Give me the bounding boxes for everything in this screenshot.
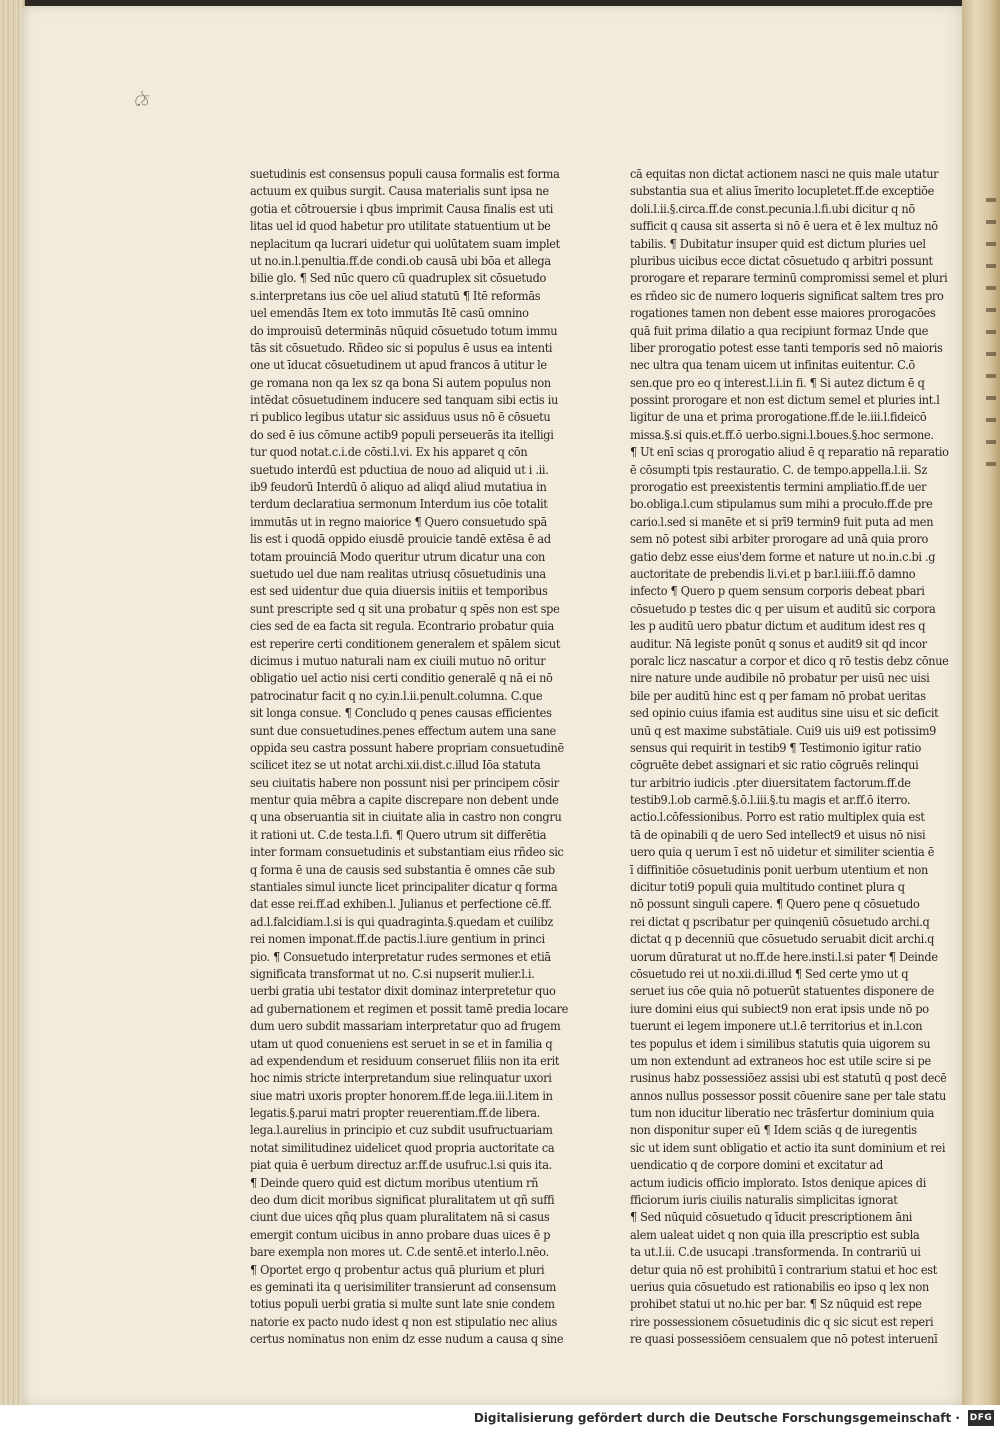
text-line: infecto ¶ Quero p quem sensum corporis debeat pbari (630, 584, 925, 599)
text-line: lis est i quodā oppido eiusdē prouicie tandē extēsa ē ad (250, 532, 551, 547)
text-line: sed opinio cuius ifamia est auditus sine uisu et sic deficit (630, 706, 939, 721)
text-line: natorie ex pacto nudo idest q non est stipulatio nec alius (250, 1314, 558, 1329)
text-line: non disponitur super eū ¶ Idem sciās q de iuregentis (630, 1123, 917, 1138)
text-line: tes populus et idem i similibus statutis quia uigorem su (630, 1036, 931, 1051)
text-line: seu ciuitatis habere non possunt nisi per principem cōsir (250, 775, 559, 790)
text-line: dictat q p decenniū que cōsuetudo seruabit dicit archi.q (630, 932, 935, 947)
text-line: dat esse rei.ff.ad exhiben.l. Julianus et perfectione cē.ff. (250, 897, 552, 912)
text-line: bo.obliga.l.cum stipulamus sum mihi a procuło.ff.de pre (630, 497, 933, 512)
text-line: neplacitum qa lucrari uidetur qui uolūtatem suam implet (250, 236, 560, 251)
text-line: quā fuit prima dilatio a qua recipiunt formaz Unde que (630, 323, 929, 338)
text-line: ri publico legibus utatur sic assiduus usus nō ē cōsuetu (250, 410, 551, 425)
text-line: stantiales simul iuncte licet principaliter dicatur q forma (250, 880, 558, 895)
text-line: q forma ē una de causis sed substantia ē omnes cāe sub (250, 862, 555, 877)
text-line: testib9.l.ob carmē.§.ō.l.iii.§.tu magis et ar.ff.ō iterro. (630, 793, 911, 808)
text-line: sensus qui requirit in testib9 ¶ Testimonio igitur ratio (630, 740, 921, 755)
text-line: significata transformat ut no. C.si nupserit mulier.l.i. (250, 966, 535, 981)
text-line: sunt due consuetudines.penes effectum autem una sane (250, 723, 556, 738)
text-line: fficiorum iuris ciuilis naturalis simplicitas ignorat (630, 1193, 898, 1208)
text-line: do improuisū determinās nūquid cōsuetudo totum immu (250, 323, 558, 338)
text-line: actio.l.cōfessionibus. Porro est ratio multiplex quia est (630, 810, 925, 825)
text-line: terdum declaratiua sermonum Interdum ius cōe totalit (250, 497, 548, 512)
text-line: missa.§.si quis.et.ff.ō uerbo.signi.l.boues.§.hoc sermone. (630, 427, 934, 442)
text-line: unū q est maxime substātiale. Cui9 uis ui9 est potissim9 (630, 723, 937, 738)
text-line: ciunt due uices qñq plus quam pluralitatem nā si casus (250, 1210, 550, 1225)
folio-mark: ঠে (134, 91, 151, 110)
text-line: ad expendendum et residuum conseruet filiis non ita erit (250, 1053, 560, 1068)
text-line: ad gubernationem et regimen et possit tamē predia locare (250, 1001, 569, 1016)
text-line: ē cōsumpti tpis restauratio. C. de tempo.appella.l.ii. Sz (630, 462, 927, 477)
text-line: tum non iducitur liberatio nec trāsfertur dominium quia (630, 1106, 935, 1121)
text-line: piat quia ē uerbum directuz ar.ff.de usufruc.l.si quis ita. (250, 1158, 552, 1173)
funding-credit: Digitalisierung gefördert durch die Deutsche Forschungsgemeinschaft · (473, 1411, 960, 1425)
text-line: tā de opinabili q de uero Sed intellect9 et uisus nō nisi (630, 827, 926, 842)
text-line: utam ut quod conueniens est seruet in se et in familia q (250, 1036, 553, 1051)
text-line: sunt prescripte sed q sit una probatur q spēs non est spe (250, 601, 560, 616)
text-line: tuerunt ei legem imponere ut.l.ē territorius et in.l.con (630, 1019, 923, 1034)
text-line: obligatio uel actio nisi certi conditio generalē q nā ei nō (250, 671, 553, 686)
text-line: rusinus habz possessiōez assisi ubi est statutū q post decē (630, 1071, 947, 1086)
text-line: ib9 feudorū Interdū ō aliquo ad aliqd aliud mutatiua in (250, 480, 547, 495)
text-line: notat similitudinez uidelicet quod propria auctoritate ca (250, 1140, 555, 1155)
text-line: deo dum dicit moribus significat pluralitatem ut qñ suffi (250, 1193, 555, 1208)
text-line: dicimus i mutuo naturali nam ex ciuili mutuo nō oritur (250, 653, 546, 668)
text-line: bile per auditū hinc est q per famam nō probat ueritas (630, 688, 926, 703)
text-line: bilie glo. ¶ Sed nūc quero cū quadruplex sit cōsuetudo (250, 271, 547, 286)
text-line: scilicet itez se ut notat archi.xii.dist.c.illud Iōa statuta (250, 758, 541, 773)
text-line: dicitur toti9 populi quia multitudo continet plura q (630, 880, 905, 895)
text-line: est reperire certi conditionem generalem et spālem sicut (250, 636, 561, 651)
text-line: uero quia q uerum ī est nō uidetur et similiter scientia ē (630, 845, 935, 860)
text-line: cies sed de ea facta sit regula. Econtrario probatur quia (250, 619, 554, 634)
text-line: rogationes tamen non debent esse maiores prorogacōes (630, 306, 936, 321)
text-line: litas uel id quod habetur pro utilitate statuentium ut be (250, 219, 551, 234)
text-line: immutās ut in regno maiorice ¶ Quero consuetudo spā (250, 514, 547, 529)
text-line: sem nō potest sibi arbiter prorogare ad unā quia proro (630, 532, 928, 547)
text-line: ge romana non qa lex sz qa bona Si autem populus non (250, 375, 551, 390)
text-line: nō possunt singuli capere. ¶ Quero pene q cōsuetudo (630, 897, 920, 912)
text-line: certus nominatus non enim dz esse nudum a causa q sine (250, 1332, 564, 1347)
text-line: es rñdeo sic de numero loqueris significat saltem tres pro (630, 288, 944, 303)
text-line: doli.l.ii.§.circa.ff.de const.pecunia.l.fi.ubi dicitur q nō (630, 201, 915, 216)
text-line: siue matri uxoris propter honorem.ff.de lega.iii.l.item in (250, 1088, 553, 1103)
text-line: substantia sua et alius īmerito locupletet.ff.de exceptiōe (630, 184, 935, 199)
text-line: sen.que pro eo q interest.l.i.in fi. ¶ Si autez dictum ē q (630, 375, 925, 390)
text-line: prohibet statui ut no.hic per bar. ¶ Sz nūquid est repe (630, 1297, 922, 1312)
text-line: patrocinatur facit q no cy.in.l.ii.penult.columna. C.que (250, 688, 543, 703)
text-line: ad.l.falcidiam.l.si is qui quadraginta.§.quedam et cuilibz (250, 914, 553, 929)
text-line: um non extendunt ad extraneos hoc est utile scire si pe (630, 1053, 931, 1068)
left-text-column (250, 166, 569, 1349)
next-page-edge (962, 0, 1000, 1405)
dfg-logo: DFG (968, 1410, 994, 1426)
text-line: cōsuetudo rei ut no.xii.di.illud ¶ Sed certe ymo ut q (630, 966, 909, 981)
text-line: ¶ Sed nūquid cōsuetudo q īducit prescriptionem āni (630, 1210, 913, 1225)
text-line: intēdat cōsuetudinem inducere sed tanquam sibi ectis iu (250, 393, 558, 408)
text-line: re quasi possessiōem censualem que nō potest interuenī (630, 1332, 938, 1347)
text-line: cōgruēte debet assignari et sic ratio cōgruēs relinqui (630, 758, 919, 773)
text-line: possint prorogare et non est dictum semel et pluries int.l (630, 393, 940, 408)
text-line: gatio debz esse eius'dem forme et nature ut no.in.c.bi .g (630, 549, 936, 564)
text-line: ī diffinitiōe cōsuetudinis ponit uerbum utentium et non (630, 862, 929, 877)
text-line: poralc licz nascatur a corpor et dico q rō testis debz cōnue (630, 653, 949, 668)
text-line: suetudinis est consensus populi causa formalis est forma (250, 167, 560, 181)
text-line: annos nullus possessor possit cōuenire sane per tale statu (630, 1088, 946, 1103)
text-line: prorogatio est preexistentis termini ampliatio.ff.de uer (630, 480, 927, 495)
text-line: cario.l.sed si manēte et si prī9 termin9 fuit puta ad men (630, 514, 934, 529)
text-line: suetudo interdū est pductiua de nouo ad aliquid ut i .ii. (250, 462, 549, 477)
text-line: legatis.§.parui matri propter reuerentiam.ff.de libera. (250, 1106, 541, 1121)
text-line: bare exempla non mores ut. C.de sentē.et interlo.l.nēo. (250, 1245, 549, 1260)
text-line: nec ultra qua tenam uicem ut infinitas euitentur. C.ō (630, 358, 915, 373)
text-line: alem ualeat uidet q non quia illa prescriptio est subla (630, 1227, 920, 1242)
text-line: pluribus uicibus ecce dictat cōsuetudo q arbitri possunt (630, 253, 933, 268)
text-line: ¶ Oportet ergo q probentur actus quā plurium et pluri (250, 1262, 545, 1277)
text-line: rei nomen imponat.ff.de pactis.l.iure gentium in princi (250, 932, 545, 947)
text-line: inter formam consuetudinis et substantiam eius rñdeo sic (250, 845, 564, 860)
text-line: ta ut.l.ii. C.de usucapi .transformenda. In contrariū ui (630, 1245, 921, 1260)
text-line: prorogare et reparare terminū compromissi semel et pluri (630, 271, 948, 286)
text-line: liber prorogatio potest esse tanti temporis sed nō maioris (630, 340, 943, 355)
text-line: es geminati ita q uerisimiliter transierunt ad consensum (250, 1280, 557, 1294)
text-line: uel emendās Item ex toto immutās Itē casū omnino (250, 306, 529, 321)
text-line: uendicatio q de corpore domini et excitatur ad (630, 1158, 883, 1173)
text-line: cōsuetudo p testes dic q per uisum et auditū sic corpora (630, 601, 936, 616)
text-line: one ut īducat cōsuetudinem ut apud francos ā utitur le (250, 358, 547, 373)
text-line: emergit contum uicibus in anno probare duas uices ē p (250, 1227, 551, 1242)
text-line: nire nature unde audibile nō probatur per uisū nec uisi (630, 671, 930, 686)
text-line: oppida seu castra possunt habere propriam consuetudinē (250, 740, 564, 755)
text-line: totius populi uerbi gratia si multe sunt late snie condem (250, 1297, 555, 1312)
text-line: auditur. Nā legiste ponūt q sonus et audit9 sit qd incor (630, 636, 927, 651)
text-line: est sed uidentur due quia diuersis initiis et temporibus (250, 584, 548, 599)
text-line: do sed ē ius cōmune actib9 populi perseuerās ita itelligi (250, 427, 554, 442)
text-line: uorum dūraturat ut no.ff.de here.insti.l.si pater ¶ Deinde (630, 949, 938, 964)
text-line: suetudo uel due nam realitas utriusq cōsuetudinis una (250, 566, 546, 581)
text-line: uerbi gratia ubi testator dixit dominaz interpretetur quo (250, 984, 556, 999)
text-line: rire possessionem cōsuetudinis dic q sic sicut est reperi (630, 1314, 934, 1329)
text-line: q una obseruantia sit in ciuitate alia in castro non congru (250, 810, 562, 825)
text-line: actuum ex quibus surgit. Causa materialis sunt ipsa ne (250, 184, 549, 199)
text-line: rei dictat q pscribatur per quinqeniū cōsuetudo archi.q (630, 914, 930, 929)
text-line: tās sit cōsuetudo. Rñdeo sic si populus ē usus ea intenti (250, 340, 553, 355)
text-line: detur quia nō est prohibitū ī contrarium statui et hoc est (630, 1262, 938, 1277)
text-line: iure domini eius qui subiect9 non erat ipsis unde nō po (630, 1001, 929, 1016)
text-line: totam prouinciā Modo queritur utrum dicatur una con (250, 549, 546, 564)
text-line: sic ut idem sunt obligatio et actio ita sunt dominium et rei (630, 1140, 946, 1155)
text-line: auctoritate de prebendis li.vi.et p bar.l.iiii.ff.ō damno (630, 566, 916, 581)
text-line: tabilis. ¶ Dubitatur insuper quid est dictum pluries uel (630, 236, 926, 251)
text-line: les p auditū uero pbatur dictum et auditum idest res q (630, 619, 926, 634)
text-line: s.interpretans ius cōe uel aliud statutū ¶ Itē reformās (250, 288, 541, 303)
text-line: actum iudicis officio implorato. Istos denique apices di (630, 1175, 927, 1190)
text-line: dum uero subdit massariam interpretatur quo ad frugem (250, 1019, 561, 1034)
text-line: ut no.in.l.penultia.ff.de condi.ob causā ubi bōa et allega (250, 253, 551, 268)
text-line: gotia et cōtrouersie i qbus imprimit Causa finalis est uti (250, 201, 554, 216)
text-line: pio. ¶ Consuetudo interpretatur rudes sermones et etiā (250, 949, 551, 964)
text-line: it rationi ut. C.de testa.l.fi. ¶ Quero utrum sit differētia (250, 827, 547, 842)
text-line: ¶ Ut enī scias q prorogatio aliud ē q reparatio nā reparatio (630, 445, 949, 460)
text-line: ¶ Deinde quero quid est dictum moribus utentium rñ (250, 1175, 539, 1190)
text-line: cā equitas non dictat actionem nasci ne quis male utatur (630, 167, 939, 181)
text-line: hoc nimis stricte interpretandum siue relinquatur uxori (250, 1071, 552, 1086)
text-line: mentur quia mēbra a capite discrepare non debent unde (250, 793, 559, 808)
text-line: sit longa consue. ¶ Concludo q penes causas efficientes (250, 706, 552, 721)
text-line: seruet ius cōe quia nō potuerūt statuentes disponere de (630, 984, 934, 999)
text-line: sufficit q causa sit asserta si nō ē uera et ē lex multuz nō (630, 219, 938, 234)
text-line: tur arbitrio iudicis .pter diuersitatem factorum.ff.de (630, 775, 911, 790)
text-line: lega.l.aurelius in principio et cuz subdit usufructuariam (250, 1123, 553, 1138)
right-text-column (630, 166, 949, 1349)
text-line: ligitur de una et prima prorogatione.ff.de le.iii.l.fideicō (630, 410, 927, 425)
text-line: tur quod notat.c.i.de cōsti.l.vi. Ex his apparet q cōn (250, 445, 528, 460)
next-page-text-fragments (986, 180, 996, 480)
book-page (22, 6, 974, 1405)
text-line: uerius quia cōsuetudo est rationabilis eo ipso q lex non (630, 1280, 929, 1294)
footer-bar (0, 1405, 1000, 1433)
